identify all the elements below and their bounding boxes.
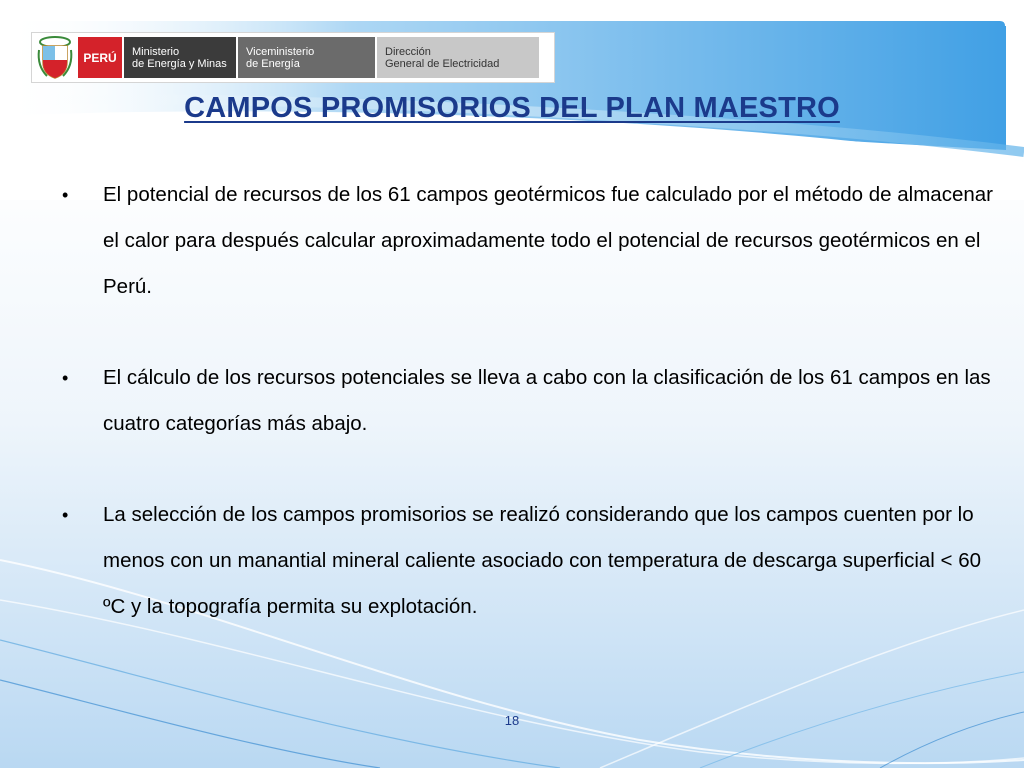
coat-of-arms-icon <box>32 33 78 82</box>
bullet-text: La selección de los campos promisorios se realizó considerando que los campos cuenten por lo menos con un manantial mineral caliente asociado con temperatura de descarga superficial < 60 ºC y la topografía permita su explotación. <box>103 503 982 618</box>
direction-label <box>377 37 539 78</box>
bullet-list <box>62 172 1002 675</box>
vice-line-2: de Energía <box>246 57 300 70</box>
ministry-line-1: Ministerio <box>132 45 180 58</box>
direction-line-2: General de Electricidad <box>385 57 500 70</box>
bullet-text: El potencial de recursos de los 61 campos geotérmicos fue calculado por el método de almacenar el calor para después calcular aproximadamente todo el potencial de recursos geotérmicos en el Perú. <box>103 183 993 298</box>
government-logo-strip <box>32 33 554 82</box>
vice-ministry-label <box>238 37 375 78</box>
page-number: 18 <box>504 713 520 728</box>
ministry-label <box>124 37 236 78</box>
vice-line-1: Viceministerio <box>246 45 315 58</box>
slide-title-container <box>0 92 1024 125</box>
bullet-item <box>62 492 1002 630</box>
bullet-icon: • <box>62 505 69 525</box>
direction-line-1: Dirección <box>385 45 431 58</box>
bullet-icon: • <box>62 185 69 205</box>
bullet-item <box>62 355 1002 447</box>
ministry-line-2: de Energía y Minas <box>132 57 227 70</box>
slide-title: CAMPOS PROMISORIOS DEL PLAN MAESTRO <box>184 92 840 124</box>
bullet-icon: • <box>62 368 69 388</box>
bullet-item <box>62 172 1002 310</box>
bullet-text: El cálculo de los recursos potenciales se lleva a cabo con la clasificación de los 61 campos en las cuatro categorías más abajo. <box>103 366 991 435</box>
peru-label: PERÚ <box>78 37 122 78</box>
